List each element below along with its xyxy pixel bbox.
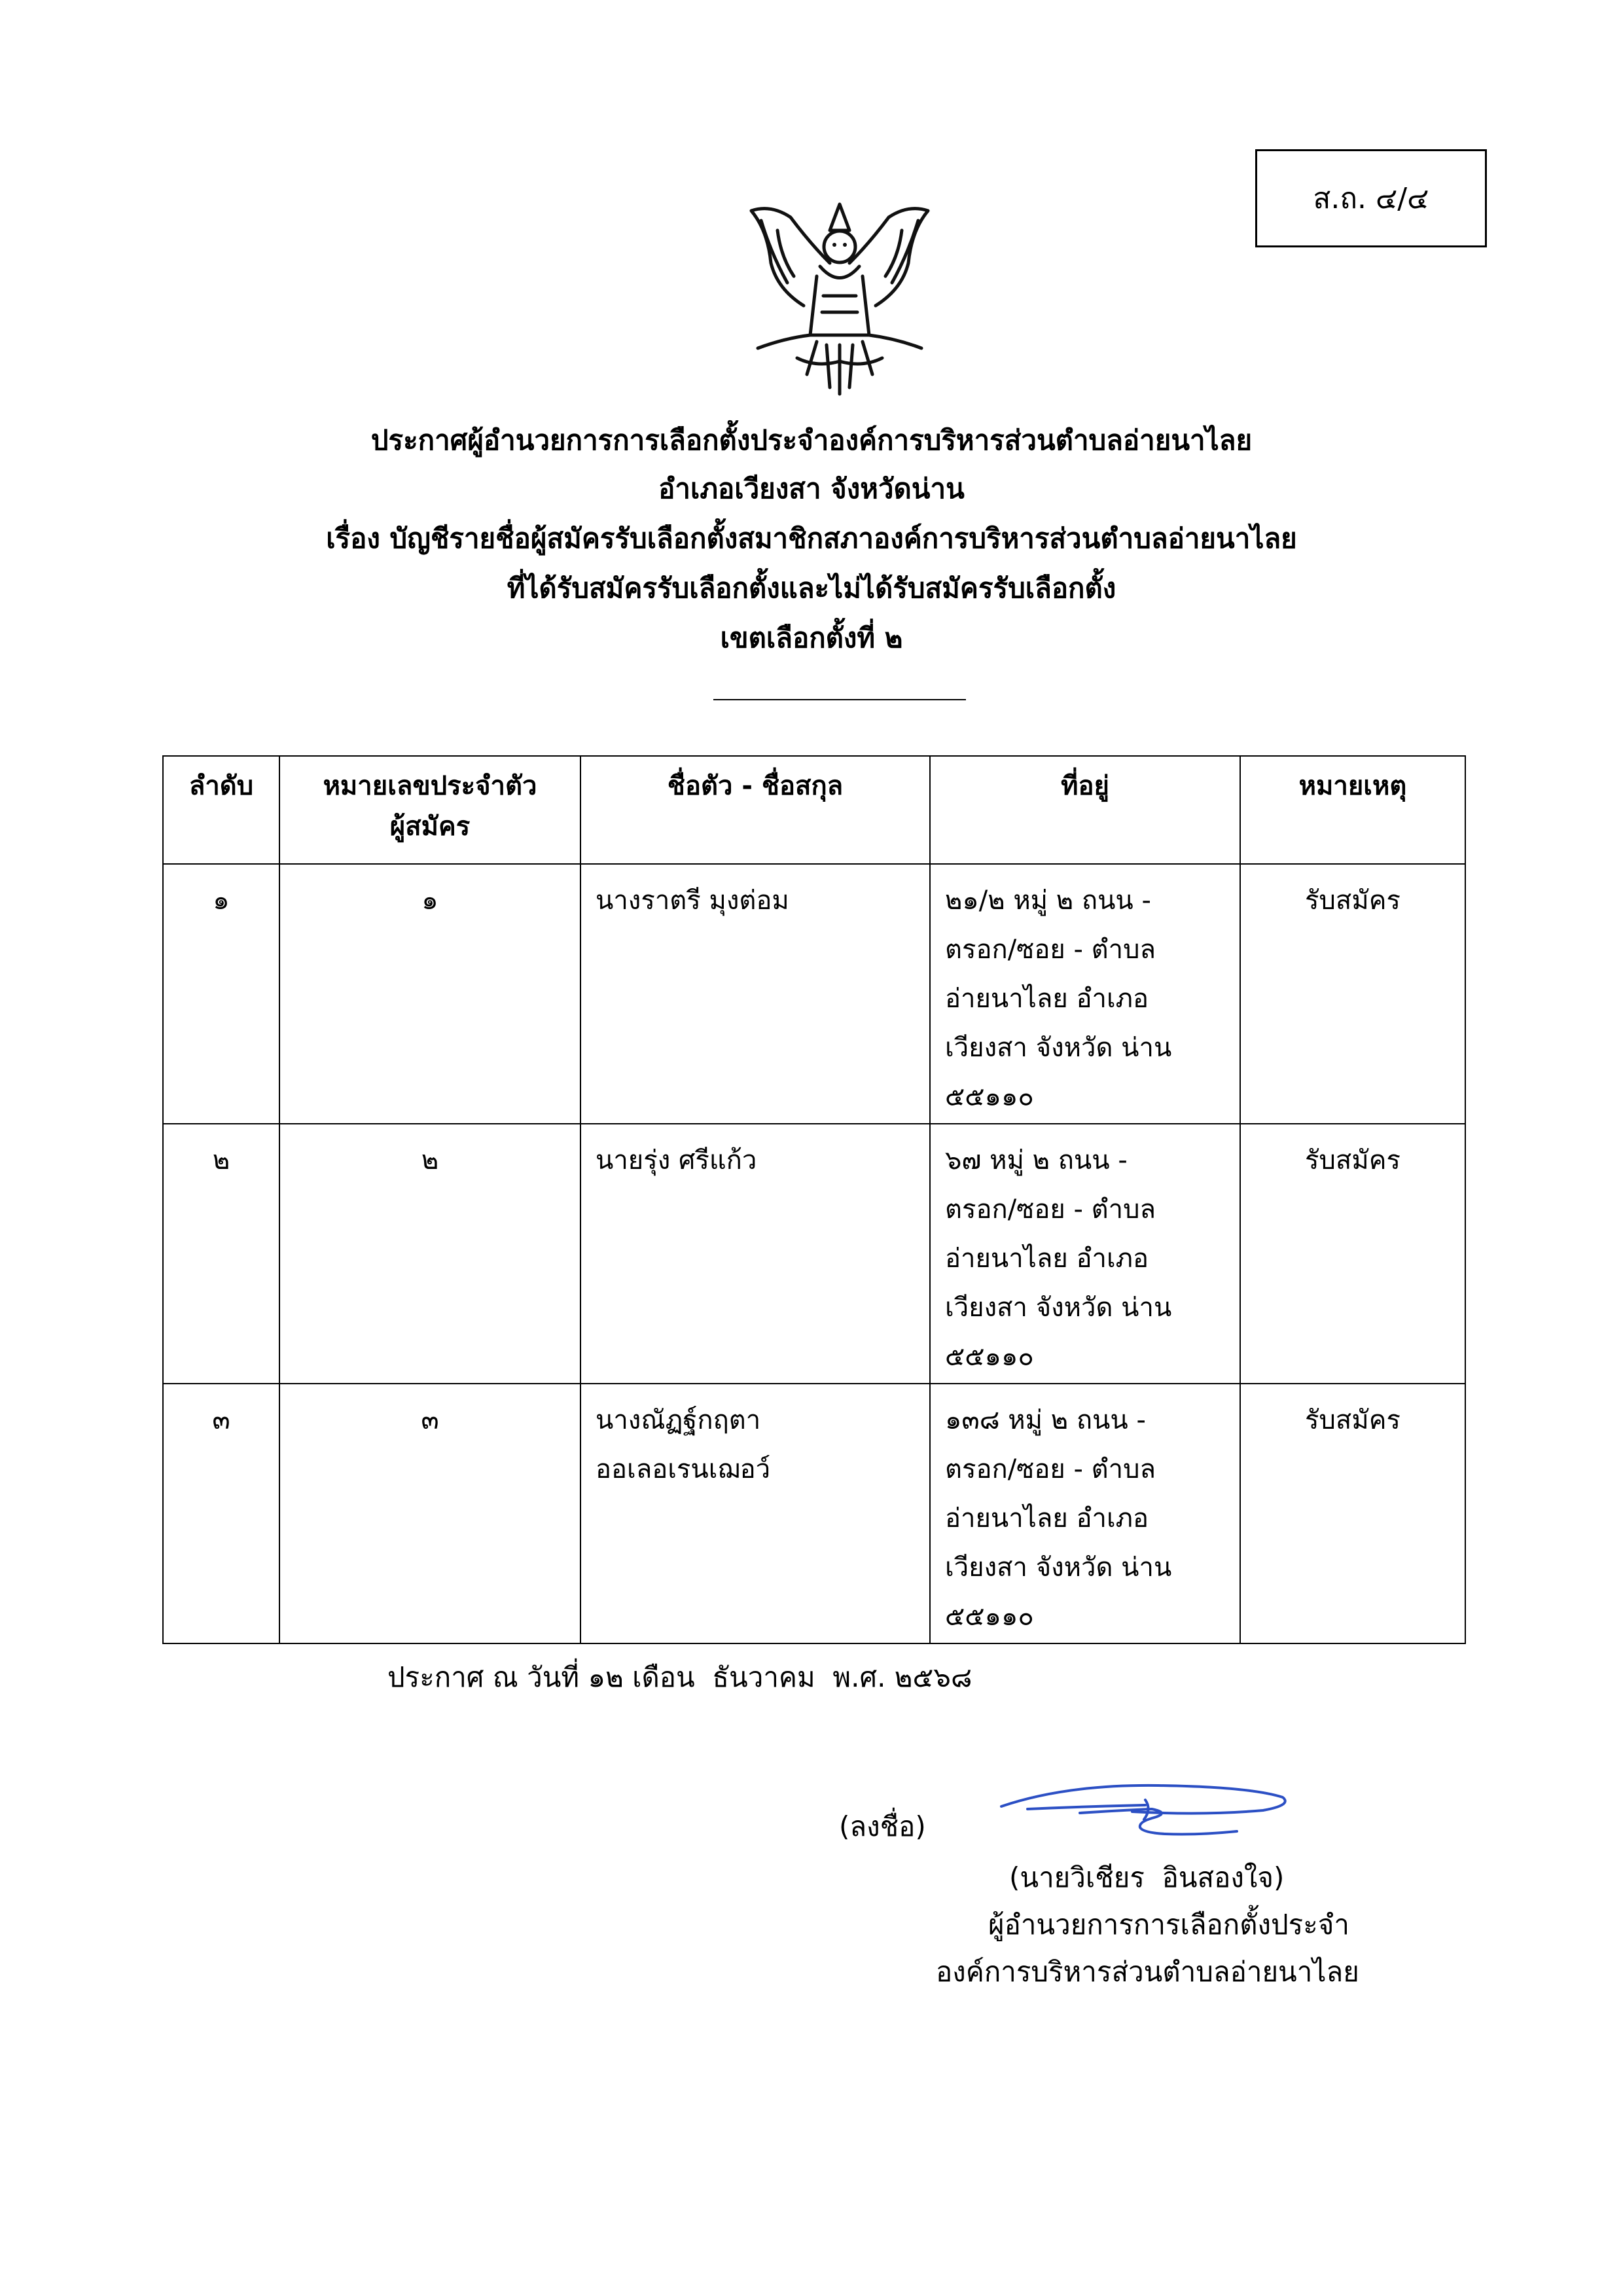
announcement-subject-line-2: ที่ได้รับสมัครรับเลือกตั้งและไม่ได้รับสมัครรับเลือกตั้ง xyxy=(507,572,1116,604)
cell-order: ๓ xyxy=(163,1384,279,1643)
table-header-row xyxy=(163,756,1465,864)
announcement-title-line-1: ประกาศผู้อำนวยการการเลือกตั้งประจำองค์การบริหารส่วนตำบลอ่ายนาไลย xyxy=(370,424,1253,456)
table-row xyxy=(163,864,1465,1124)
cell-name: นายรุ่ง ศรีแก้ว xyxy=(580,1124,930,1384)
cell-candidate-number: ๓ xyxy=(279,1384,580,1643)
column-header-address: ที่อยู่ xyxy=(930,756,1240,864)
table-row xyxy=(163,1124,1465,1384)
cell-remark: รับสมัคร xyxy=(1240,1124,1465,1384)
column-header-order: ลำดับ xyxy=(163,756,279,864)
signer-title-line-1: ผู้อำนวยการการเลือกตั้งประจำ xyxy=(988,1909,1349,1941)
cell-name: นางราตรี มุงต่อม xyxy=(580,864,930,1124)
cell-candidate-number: ๒ xyxy=(279,1124,580,1384)
signer-title-line-2: องค์การบริหารส่วนตำบลอ่ายนาไลย xyxy=(936,1956,1359,1988)
form-code: ส.ถ. ๔/๔ xyxy=(1313,182,1429,215)
announcement-subject-line: เรื่อง บัญชีรายชื่อผู้สมัครรับเลือกตั้งสมาชิกสภาองค์การบริหารส่วนตำบลอ่ายนาไลย xyxy=(326,522,1297,554)
cell-order: ๒ xyxy=(163,1124,279,1384)
signature-label: (ลงชื่อ) xyxy=(839,1810,926,1842)
form-code-box xyxy=(1255,149,1487,247)
cell-remark: รับสมัคร xyxy=(1240,1384,1465,1643)
announcement-title-line-2: อำเภอเวียงสา จังหวัดน่าน xyxy=(658,473,965,505)
cell-order: ๑ xyxy=(163,864,279,1124)
cell-address: ๑๓๘ หมู่ ๒ ถนน - ตรอก/ซอย - ตำบล อ่ายนาไลย อำเภอ เวียงสา จังหวัด น่าน ๕๕๑๑๐ xyxy=(930,1384,1240,1643)
column-header-remark: หมายเหตุ xyxy=(1240,756,1465,864)
column-header-name: ชื่อตัว - ชื่อสกุล xyxy=(580,756,930,864)
signer-name: (นายวิเชียร อินสองใจ) xyxy=(1009,1861,1285,1893)
title-divider xyxy=(713,699,966,700)
electoral-district-line: เขตเลือกตั้งที่ ๒ xyxy=(720,622,903,654)
cell-candidate-number: ๑ xyxy=(279,864,580,1124)
column-header-candidate-number: หมายเลขประจำตัว ผู้สมัคร xyxy=(279,756,580,864)
cell-name: นางณัฏฐ์กฤตา ออเลอเรนเฌอว์ xyxy=(580,1384,930,1643)
table-row xyxy=(163,1384,1465,1643)
cell-remark: รับสมัคร xyxy=(1240,864,1465,1124)
handwritten-signature xyxy=(988,1772,1302,1844)
garuda-emblem-icon xyxy=(732,191,948,407)
cell-address: ๒๑/๒ หมู่ ๒ ถนน - ตรอก/ซอย - ตำบล อ่ายนาไลย อำเภอ เวียงสา จังหวัด น่าน ๕๕๑๑๐ xyxy=(930,864,1240,1124)
announcement-date: ประกาศ ณ วันที่ ๑๒ เดือน ธันวาคม พ.ศ. ๒๕๖๘ xyxy=(387,1661,972,1693)
cell-address: ๖๗ หมู่ ๒ ถนน - ตรอก/ซอย - ตำบล อ่ายนาไลย อำเภอ เวียงสา จังหวัด น่าน ๕๕๑๑๐ xyxy=(930,1124,1240,1384)
candidate-table xyxy=(162,755,1466,1644)
